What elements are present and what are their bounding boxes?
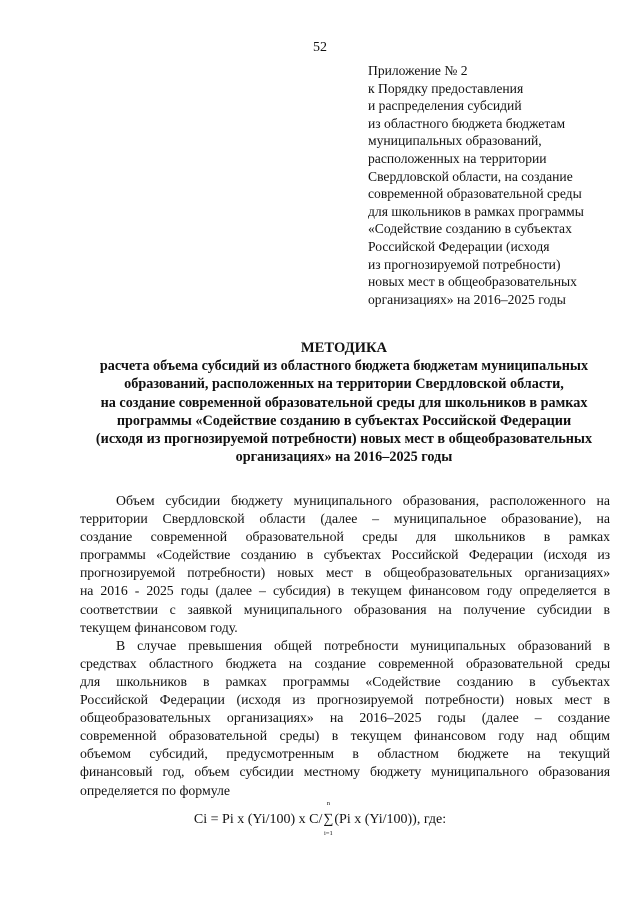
title-line: (исходя из прогнозируемой потребности) новых мест в общеобразовательных xyxy=(95,431,593,448)
paragraph-line: для школьников в рамках программы «Содействие созданию в субъектах xyxy=(80,673,610,689)
paragraph-line: В случае превышения общей потребности муниципальных образований в xyxy=(116,637,610,653)
formula-right: (Pi x (Yi/100)), где: xyxy=(334,812,447,827)
title-line: расчета объема субсидий из областного бюджета бюджетам муниципальных xyxy=(99,358,589,375)
sum-sign: ∑ xyxy=(323,812,334,827)
paragraph-line: финансовый год, объем субсидии местному бюджету муниципального образования xyxy=(80,764,610,780)
title-heading: МЕТОДИКА xyxy=(300,340,388,356)
appendix-line: современной образовательной среды xyxy=(368,186,582,202)
appendix-line: и распределения субсидий xyxy=(368,98,522,114)
paragraph-line: средствах областного бюджета на создание современной образовательной среды xyxy=(80,655,610,671)
paragraph-line: создание современной образовательной среды для школьников в рамках xyxy=(80,529,610,545)
body-text xyxy=(80,492,610,800)
appendix-line: новых мест в общеобразовательных xyxy=(368,274,577,290)
formula xyxy=(0,800,640,837)
title-line: программы «Содействие созданию в субъектах Российской Федерации xyxy=(116,412,572,429)
appendix-line: Свердловской области, на создание xyxy=(368,168,573,184)
title-line: организациях» на 2016–2025 годы xyxy=(235,449,453,466)
formula-left: Ci = Pi x (Yi/100) x C/ xyxy=(193,812,323,827)
paragraph-line: Российской Федерации (исходя из прогнозируемой потребности) новых мест в xyxy=(80,692,610,708)
sum-lower-limit: i=1 xyxy=(324,830,333,837)
paragraph-2 xyxy=(80,637,610,800)
title-line: на создание современной образовательной среды для школьников в рамках xyxy=(100,394,588,411)
paragraph-line: на 2016 - 2025 годы (далее – субсидия) в текущем финансовом году определяется в xyxy=(80,583,610,599)
appendix-line: муниципальных образований, xyxy=(368,133,542,149)
paragraph-line: Объем субсидии бюджету муниципального образования, расположенного на xyxy=(116,493,610,508)
appendix-line: Приложение № 2 xyxy=(368,63,468,78)
appendix-header xyxy=(368,62,618,308)
paragraph-line: определяется по формуле xyxy=(80,782,231,798)
paragraph-line: современной образовательной среды) в текущем финансовом году над общим xyxy=(80,728,610,744)
appendix-line: из областного бюджета бюджетам xyxy=(368,115,566,131)
document-title xyxy=(70,339,618,466)
appendix-line: из прогнозируемой потребности) xyxy=(368,256,561,272)
appendix-line: для школьников в рамках программы xyxy=(368,203,584,219)
paragraph-line: объемом субсидий, предусмотренным в областном бюджете на текущий xyxy=(80,746,610,762)
paragraph-1 xyxy=(80,492,610,637)
appendix-line: Российской Федерации (исходя xyxy=(368,238,550,254)
paragraph-line: общеобразовательных организациях» на 2016–2025 годы (далее – создание xyxy=(80,710,610,726)
paragraph-line: программы «Содействие созданию в субъектах Российской Федерации (исходя из xyxy=(80,547,610,563)
appendix-line: расположенных на территории xyxy=(368,150,547,166)
sum-symbol xyxy=(322,800,334,837)
appendix-line: организациях» на 2016–2025 годы xyxy=(368,291,566,307)
paragraph-line: соответствии с заявкой муниципального образования на получение субсидии в xyxy=(80,601,610,617)
sum-upper-limit: n xyxy=(326,800,330,807)
paragraph-line: текущем финансовом году. xyxy=(80,619,238,635)
appendix-line: к Порядку предоставления xyxy=(368,80,524,96)
paragraph-line: прогнозируемой потребности) новых мест в общеобразовательных организациях» xyxy=(80,565,610,581)
paragraph-line: территории Свердловской области (далее – муниципальное образование), на xyxy=(80,511,610,527)
title-line: образований, расположенных на территории Свердловской области, xyxy=(124,376,564,393)
appendix-line: «Содействие созданию в субъектах xyxy=(368,221,572,237)
page-number: 52 xyxy=(313,40,327,55)
